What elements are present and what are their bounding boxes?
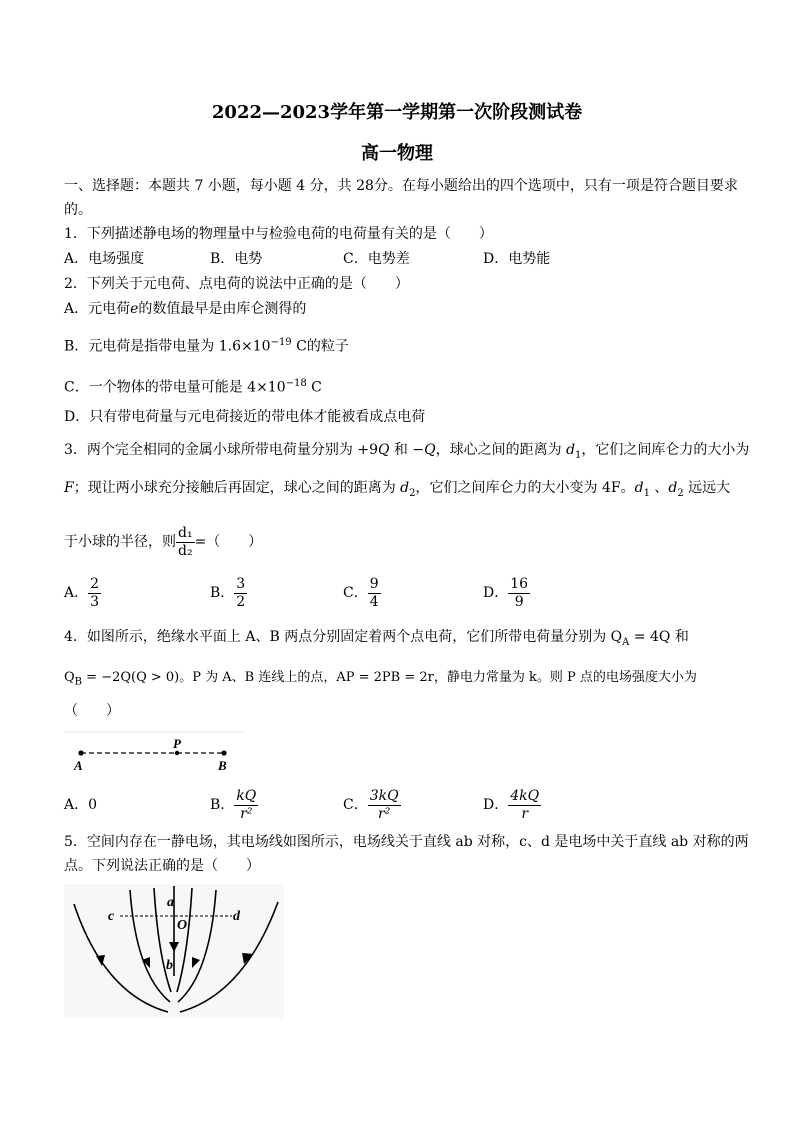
q3-option-d: D． $\frac{16}{9}$ (483, 575, 529, 610)
q2-option-a: A．元电荷e的数值最早是由库仑测得的 (64, 301, 307, 317)
label-o: O (177, 918, 188, 933)
exam-title: 2022—2023学年第一学期第一次阶段测试卷 (211, 102, 583, 123)
label-b: b (166, 958, 173, 973)
q2-option-b: B．元电荷是指带电量为 $1.6\times 10^{-19}$ C的粒子 (64, 337, 349, 355)
q4-stem-line2: $Q_B = -2Q(Q > 0)$。P 为 A、B 连线上的点，AP = 2PB = 2r，静电力常量为 k。则 P 点的电场强度大小为 (64, 670, 697, 688)
charge-a-dot (78, 750, 83, 755)
charge-b-dot (221, 750, 226, 755)
q4-option-b: B． $\frac{kQ}{\text{r²}}$ (210, 787, 257, 822)
q4-option-d: D． $\frac{4kQ}{r}$ (483, 787, 540, 822)
label-b: B (218, 758, 227, 773)
q2-stem: 2．下列关于元电荷、点电荷的说法中正确的是（ ） (64, 276, 409, 292)
q3-option-c: C． $\frac{9}{4}$ (343, 575, 379, 610)
q5-stem-line2: 点。下列说法正确的是（ ） (64, 858, 260, 874)
q1-option-a: A．电场强度 (64, 251, 145, 267)
q3-stem-line2: F；现让两小球充分接触后再固定，球心之间的距离为 $d_2$，它们之间库仑力的大小变为 4F。$d_1$ 、$d_2$ 远远大 (64, 480, 731, 499)
q5-stem-line1: 5．空间内存在一静电场，其电场线如图所示，电场线关于直线 ab 对称，c、d 是电场中关于直线 ab 对称的两 (64, 834, 749, 850)
q3-stem-line1: 3．两个完全相同的金属小球所带电荷量分别为 +9Q 和 −Q，球心之间的距离为 $d_1$，它们之间库仑力的大小为 (64, 442, 750, 461)
label-d: d (233, 909, 240, 924)
q3-option-b: B． $\frac{3}{2}$ (210, 575, 246, 610)
q4-figure (64, 728, 244, 776)
section-intro-line2: 的。 (64, 202, 92, 218)
q2-option-c: C．一个物体的带电量可能是 $4\times 10^{-18}$ C (64, 378, 322, 396)
q4-option-c: C． $\frac{3kQ}{\text{r²}}$ (343, 787, 399, 822)
q1-option-d: D．电势能 (483, 251, 551, 267)
q4-option-a: A．0 (64, 797, 98, 813)
label-a: a (167, 895, 174, 910)
q4-stem-line1: 4．如图所示，绝缘水平面上 A、B 两点分别固定着两个点电荷，它们所带电荷量分别为 $Q_A = 4Q$ 和 (64, 629, 689, 648)
point-p-dot (175, 751, 179, 755)
subject-title: 高一物理 (361, 143, 433, 164)
q4-stem-line3: （ ） (64, 703, 120, 719)
q2-option-d: D．只有带电荷量与元电荷接近的带电体才能被看成点电荷 (64, 409, 426, 425)
q1-stem: 1．下列描述静电场的物理量中与检验电荷的电荷量有关的是（ ） (64, 226, 493, 242)
q1-option-c: C．电势差 (343, 251, 410, 267)
q3-option-a: A． $\frac{2}{3}$ (64, 575, 100, 610)
q3-ratio-fraction: $\frac{\text{d₁}}{\text{d₂}}$ (178, 524, 193, 559)
label-a: A (74, 758, 83, 773)
q5-field-figure (64, 884, 284, 1018)
label-p: P (173, 736, 181, 751)
label-c: c (108, 909, 115, 924)
q1-option-b: B．电势 (210, 251, 263, 267)
section-intro-line1: 一、选择题：本题共 7 小题，每小题 4 分，共 28分。在每小题给出的四个选项中，只有一项是符合题目要求 (64, 178, 738, 194)
q3-stem-line3: 于小球的半径，则 $\frac{\text{d₁}}{\text{d₂}}$ =（ ） (64, 524, 263, 559)
